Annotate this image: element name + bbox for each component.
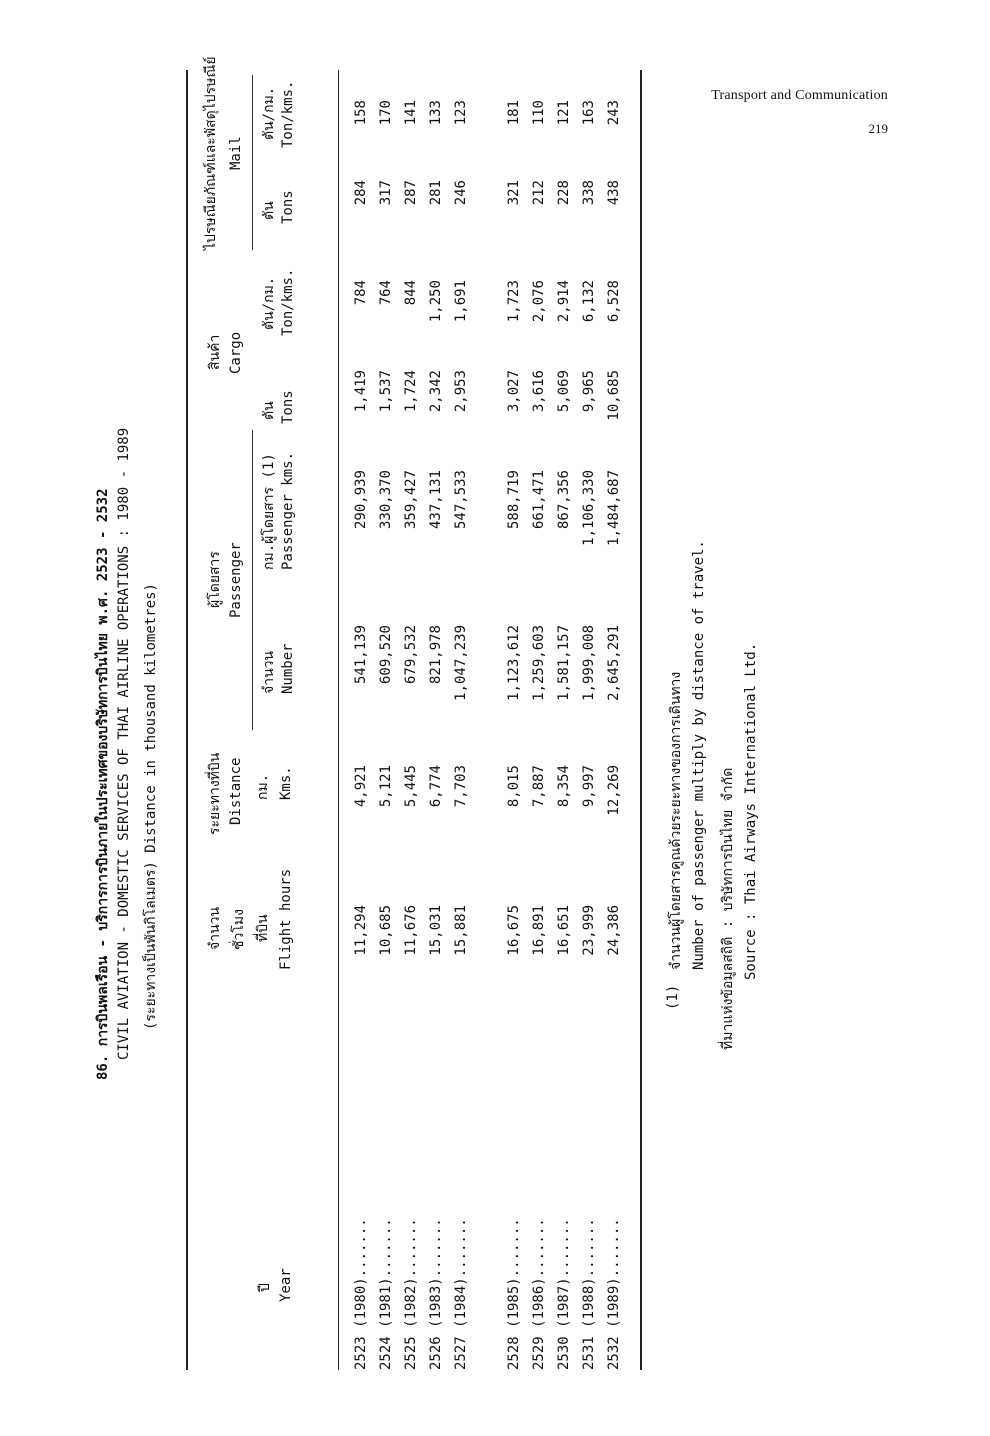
cell-passenger-number: 609,520 — [378, 625, 394, 685]
cell-flight-hours: 15,881 — [453, 905, 469, 956]
cell-distance: 5,121 — [378, 765, 394, 808]
cell-cargo-tkm: 1,250 — [428, 280, 444, 323]
cell-distance: 4,921 — [353, 765, 369, 808]
cell-cargo-tkm: 2,914 — [556, 280, 572, 323]
cell-passenger-number: 1,259,603 — [531, 625, 547, 701]
table-title-english: CIVIL AVIATION - DOMESTIC SERVICES OF THAI AIRLINE OPERATIONS : 1980 - 1989 — [116, 427, 132, 1060]
header-distance-unit: Kms. — [278, 766, 294, 800]
header-distance-thai: ระยะทางที่บิน — [207, 752, 223, 835]
cell-passenger-km: 661,471 — [531, 470, 547, 530]
cell-cargo-tons: 3,616 — [531, 370, 547, 413]
cell-cargo-tons: 9,965 — [581, 370, 597, 413]
cell-mail-tons: 321 — [506, 180, 522, 206]
header-cargo-tons: Tons — [280, 390, 296, 424]
cell-flight-hours: 16,651 — [556, 905, 572, 956]
mail-subheader-rule — [252, 75, 253, 250]
cell-mail-tkm: 123 — [453, 100, 469, 126]
cell-flight-hours: 24,386 — [606, 905, 622, 956]
cell-mail-tkm: 158 — [353, 100, 369, 126]
cell-cargo-tkm: 1,723 — [506, 280, 522, 323]
header-distance-unit-thai: กม. — [255, 773, 271, 800]
header-cargo-tons-thai: ตัน — [261, 401, 277, 420]
cell-year: 2532 (1989)....... — [606, 1218, 622, 1370]
header-mail-tons: Tons — [280, 190, 296, 224]
passenger-subheader-rule — [252, 430, 253, 730]
header-flight-thai-2: ชั่วโมง — [231, 909, 247, 950]
header-cargo-tkm: Ton/kms. — [280, 268, 296, 336]
cell-passenger-km: 437,131 — [428, 470, 444, 530]
cell-year: 2525 (1982)....... — [403, 1218, 419, 1370]
header-mail-tkm: Ton/kms. — [280, 80, 296, 148]
cell-year: 2530 (1987)....... — [556, 1218, 572, 1370]
cell-cargo-tons: 1,419 — [353, 370, 369, 413]
cell-cargo-tons: 10,685 — [606, 370, 622, 421]
cell-passenger-km: 359,427 — [403, 470, 419, 530]
cell-mail-tkm: 110 — [531, 100, 547, 126]
header-distance: Distance — [228, 757, 244, 825]
table-unit-note: (ระยะทางเป็นพันกิโลเมตร) Distance in thousand kilometres) — [143, 583, 159, 1030]
cell-mail-tkm: 243 — [606, 100, 622, 126]
cell-distance: 7,703 — [453, 765, 469, 808]
cell-cargo-tkm: 2,076 — [531, 280, 547, 323]
header-passenger-thai: ผู้โดยสาร — [207, 551, 223, 608]
cell-cargo-tons: 1,537 — [378, 370, 394, 413]
cell-year: 2523 (1980)....... — [353, 1218, 369, 1370]
cell-passenger-number: 541,139 — [353, 625, 369, 685]
cell-passenger-number: 1,123,612 — [506, 625, 522, 701]
table-top-rule — [186, 70, 188, 1370]
cell-year: 2526 (1983)....... — [428, 1218, 444, 1370]
source-english: Source : Thai Airways International Ltd. — [743, 642, 759, 980]
header-mail: Mail — [228, 136, 244, 170]
cell-mail-tkm: 121 — [556, 100, 572, 126]
footnote-thai: จำนวนผู้โดยสารคูณด้วยระยะทางของการเดินทาง — [668, 671, 684, 970]
cell-cargo-tons: 2,342 — [428, 370, 444, 413]
cell-distance: 5,445 — [403, 765, 419, 808]
cell-passenger-number: 1,047,239 — [453, 625, 469, 701]
cell-mail-tkm: 141 — [403, 100, 419, 126]
cell-cargo-tkm: 764 — [378, 280, 394, 306]
cell-mail-tkm: 133 — [428, 100, 444, 126]
cell-cargo-tons: 1,724 — [403, 370, 419, 413]
cell-flight-hours: 16,891 — [531, 905, 547, 956]
source-thai: ที่มาแห่งข้อมูลสถิติ : บริษัทการบินไทย จำกัด — [720, 767, 736, 1050]
cell-year: 2527 (1984)....... — [453, 1218, 469, 1370]
cell-mail-tons: 317 — [378, 180, 394, 206]
cell-distance: 8,015 — [506, 765, 522, 808]
cell-cargo-tons: 3,027 — [506, 370, 522, 413]
cell-flight-hours: 16,675 — [506, 905, 522, 956]
header-passenger-number-thai: จำนวน — [261, 650, 277, 694]
cell-flight-hours: 15,031 — [428, 905, 444, 956]
cell-year: 2529 (1986)....... — [531, 1218, 547, 1370]
page-number: 219 — [868, 121, 888, 136]
cell-mail-tons: 338 — [581, 180, 597, 206]
cell-passenger-km: 1,484,687 — [606, 470, 622, 546]
cell-distance: 9,997 — [581, 765, 597, 808]
cell-distance: 7,887 — [531, 765, 547, 808]
cell-flight-hours: 10,685 — [378, 905, 394, 956]
header-year: Year — [278, 1268, 294, 1302]
header-cargo: Cargo — [228, 331, 244, 374]
header-mail-tons-thai: ตัน — [261, 201, 277, 220]
cell-passenger-km: 867,356 — [556, 470, 572, 530]
header-cargo-tkm-thai: ตัน/กม. — [261, 276, 277, 330]
cell-passenger-km: 547,533 — [453, 470, 469, 530]
cell-mail-tkm: 163 — [581, 100, 597, 126]
cell-mail-tons: 438 — [606, 180, 622, 206]
cell-cargo-tkm: 784 — [353, 280, 369, 306]
header-cargo-thai: สินค้า — [207, 334, 223, 370]
header-flight-hours: Flight hours — [278, 868, 294, 970]
cell-cargo-tkm: 844 — [403, 280, 419, 306]
cell-distance: 8,354 — [556, 765, 572, 808]
cell-flight-hours: 11,294 — [353, 905, 369, 956]
cell-passenger-number: 1,581,157 — [556, 625, 572, 701]
cell-passenger-number: 821,978 — [428, 625, 444, 685]
table-bottom-rule — [640, 70, 642, 1370]
rotated-table-block — [80, 56, 840, 1370]
cell-mail-tons: 212 — [531, 180, 547, 206]
cell-cargo-tkm: 1,691 — [453, 280, 469, 323]
cell-passenger-km: 330,370 — [378, 470, 394, 530]
cell-mail-tons: 284 — [353, 180, 369, 206]
cell-distance: 12,269 — [606, 765, 622, 816]
header-mail-tkm-thai: ตัน/กม. — [261, 86, 277, 140]
cell-passenger-km: 290,939 — [353, 470, 369, 530]
cell-mail-tkm: 170 — [378, 100, 394, 126]
cell-flight-hours: 23,999 — [581, 905, 597, 956]
cell-year: 2531 (1988)....... — [581, 1218, 597, 1370]
table-title-thai: 86. การบินพลเรือน - บริการการบินภายในประเทศของบริษัทการบินไทย พ.ศ. 2523 - 2532 — [95, 488, 111, 1080]
cell-year: 2524 (1981)....... — [378, 1218, 394, 1370]
cell-flight-hours: 11,676 — [403, 905, 419, 956]
cell-mail-tons: 281 — [428, 180, 444, 206]
cell-cargo-tkm: 6,132 — [581, 280, 597, 323]
header-flight-thai-3: ที่บิน — [255, 914, 271, 942]
header-passenger-km-thai: กม.ผู้โดยสาร (1) — [261, 453, 277, 570]
header-passenger: Passenger — [228, 542, 244, 618]
cell-mail-tons: 228 — [556, 180, 572, 206]
header-flight-thai-1: จำนวน — [207, 906, 223, 950]
running-head: Transport and Communication — [711, 88, 888, 103]
cell-cargo-tkm: 6,528 — [606, 280, 622, 323]
cell-passenger-number: 1,999,008 — [581, 625, 597, 701]
cell-mail-tons: 287 — [403, 180, 419, 206]
header-passenger-km: Passenger kms. — [280, 451, 296, 570]
table-header-rule — [338, 70, 339, 1370]
header-year-thai: ปี — [257, 1283, 273, 1292]
cell-passenger-number: 679,532 — [403, 625, 419, 685]
footnote-english: Number of passenger multiply by distance of travel. — [691, 540, 707, 970]
cell-mail-tkm: 181 — [506, 100, 522, 126]
cell-passenger-km: 1,106,330 — [581, 470, 597, 546]
cell-cargo-tons: 5,069 — [556, 370, 572, 413]
header-mail-thai: ไปรษณียภัณฑ์และพัสดุไปรษณีย์ — [203, 56, 219, 250]
cell-passenger-number: 2,645,291 — [606, 625, 622, 701]
header-passenger-number: Number — [280, 643, 296, 694]
cell-mail-tons: 246 — [453, 180, 469, 206]
cell-passenger-km: 588,719 — [506, 470, 522, 530]
cell-year: 2528 (1985)....... — [506, 1218, 522, 1370]
footnote-marker: (1) — [665, 984, 681, 1010]
cell-cargo-tons: 2,953 — [453, 370, 469, 413]
cell-distance: 6,774 — [428, 765, 444, 808]
